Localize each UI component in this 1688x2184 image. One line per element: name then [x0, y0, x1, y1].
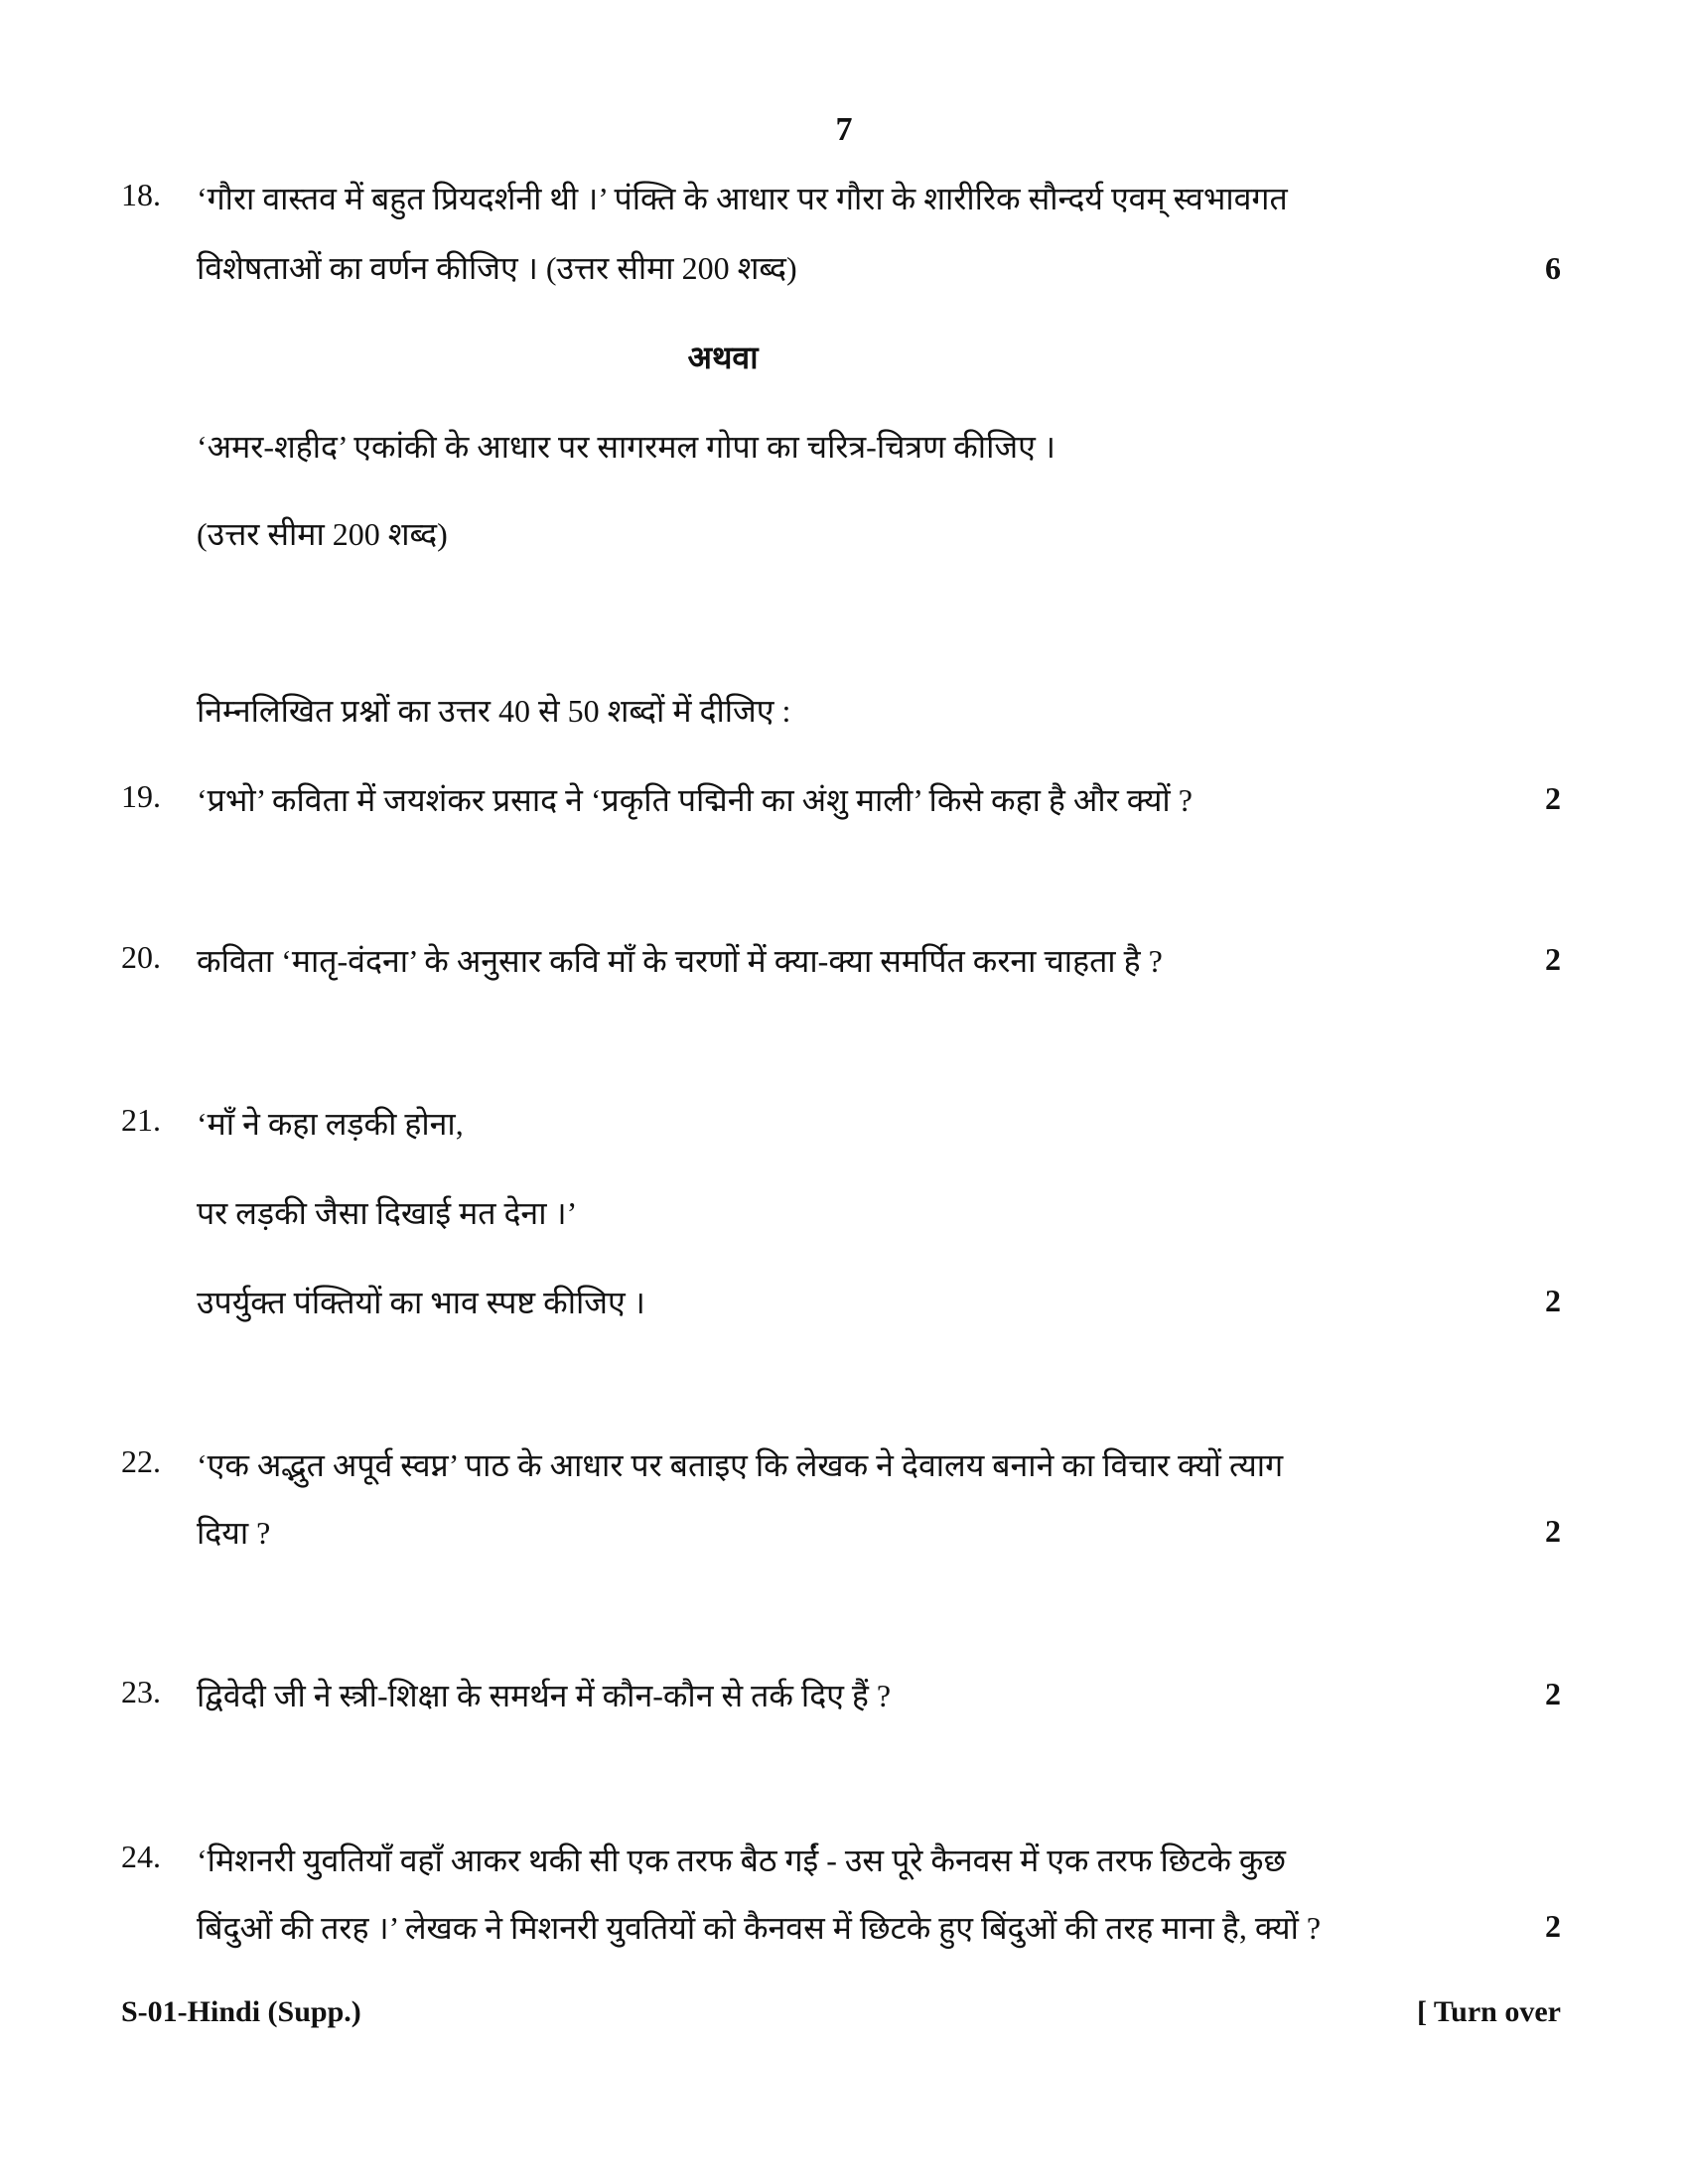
question-text-line: ‘गौरा वास्तव में बहुत प्रियदर्शनी थी ।’ पंक्ति के आधार पर गौरा के शारीरिक सौन्दर्य एवम् स्वभावगत — [197, 181, 1288, 216]
page-number: 7 — [835, 111, 853, 148]
question-text-line: ‘प्रभो’ कविता में जयशंकर प्रसाद ने ‘प्रकृति पद्मिनी का अंशु माली’ किसे कहा है और क्यों ? — [197, 782, 1193, 818]
question-number: 22. — [121, 1443, 161, 1479]
turn-over-note: [ Turn over — [1416, 1995, 1561, 2028]
marks: 2 — [1545, 1513, 1561, 1549]
question-text-line: पर लड़की जैसा दिखाई मत देना ।’ — [197, 1195, 578, 1231]
marks: 2 — [1545, 780, 1561, 816]
question-text-line: दिया ? — [197, 1515, 271, 1551]
question-text-line: ‘एक अद्भुत अपूर्व स्वप्न’ पाठ के आधार पर बताइए कि लेखक ने देवालय बनाने का विचार क्यों त्याग — [197, 1447, 1284, 1483]
question-number: 20. — [121, 939, 161, 975]
question-text-line: ‘माँ ने कहा लड़की होना, — [197, 1106, 464, 1142]
or-label: अथवा — [687, 340, 759, 375]
question-text-line: उपर्युक्त पंक्तियों का भाव स्पष्ट कीजिए । — [197, 1285, 645, 1320]
paper-code: S-01-Hindi (Supp.) — [121, 1995, 361, 2028]
marks: 2 — [1545, 941, 1561, 977]
marks: 6 — [1545, 250, 1561, 286]
alternate-question-line: (उत्तर सीमा 200 शब्द) — [197, 516, 448, 552]
question-number: 24. — [121, 1839, 161, 1874]
alternate-question-line: ‘अमर-शहीद’ एकांकी के आधार पर सागरमल गोपा का चरित्र-चित्रण कीजिए । — [197, 429, 1055, 465]
question-number: 18. — [121, 177, 161, 212]
question-text-line: विशेषताओं का वर्णन कीजिए । (उत्तर सीमा 200 शब्द) — [197, 250, 797, 286]
question-number: 23. — [121, 1674, 161, 1709]
question-text-line: द्विवेदी जी ने स्त्री-शिक्षा के समर्थन में कौन-कौन से तर्क दिए हैं ? — [197, 1678, 892, 1713]
question-number: 19. — [121, 778, 161, 814]
section-instruction: निम्नलिखित प्रश्नों का उत्तर 40 से 50 शब्दों में दीजिए : — [197, 693, 791, 729]
question-text-line: ‘मिशनरी युवतियाँ वहाँ आकर थकी सी एक तरफ बैठ गईं - उस पूरे कैनवस में एक तरफ छिटके कुछ — [197, 1843, 1286, 1878]
question-text-line: कविता ‘मातृ-वंदना’ के अनुसार कवि माँ के चरणों में क्या-क्या समर्पित करना चाहता है ? — [197, 943, 1163, 979]
marks: 2 — [1545, 1283, 1561, 1318]
marks: 2 — [1545, 1908, 1561, 1944]
question-number: 21. — [121, 1102, 161, 1138]
question-text-line: बिंदुओं की तरह ।’ लेखक ने मिशनरी युवतियों को कैनवस में छिटके हुए बिंदुओं की तरह माना है, क्यों ? — [197, 1910, 1322, 1946]
marks: 2 — [1545, 1676, 1561, 1711]
